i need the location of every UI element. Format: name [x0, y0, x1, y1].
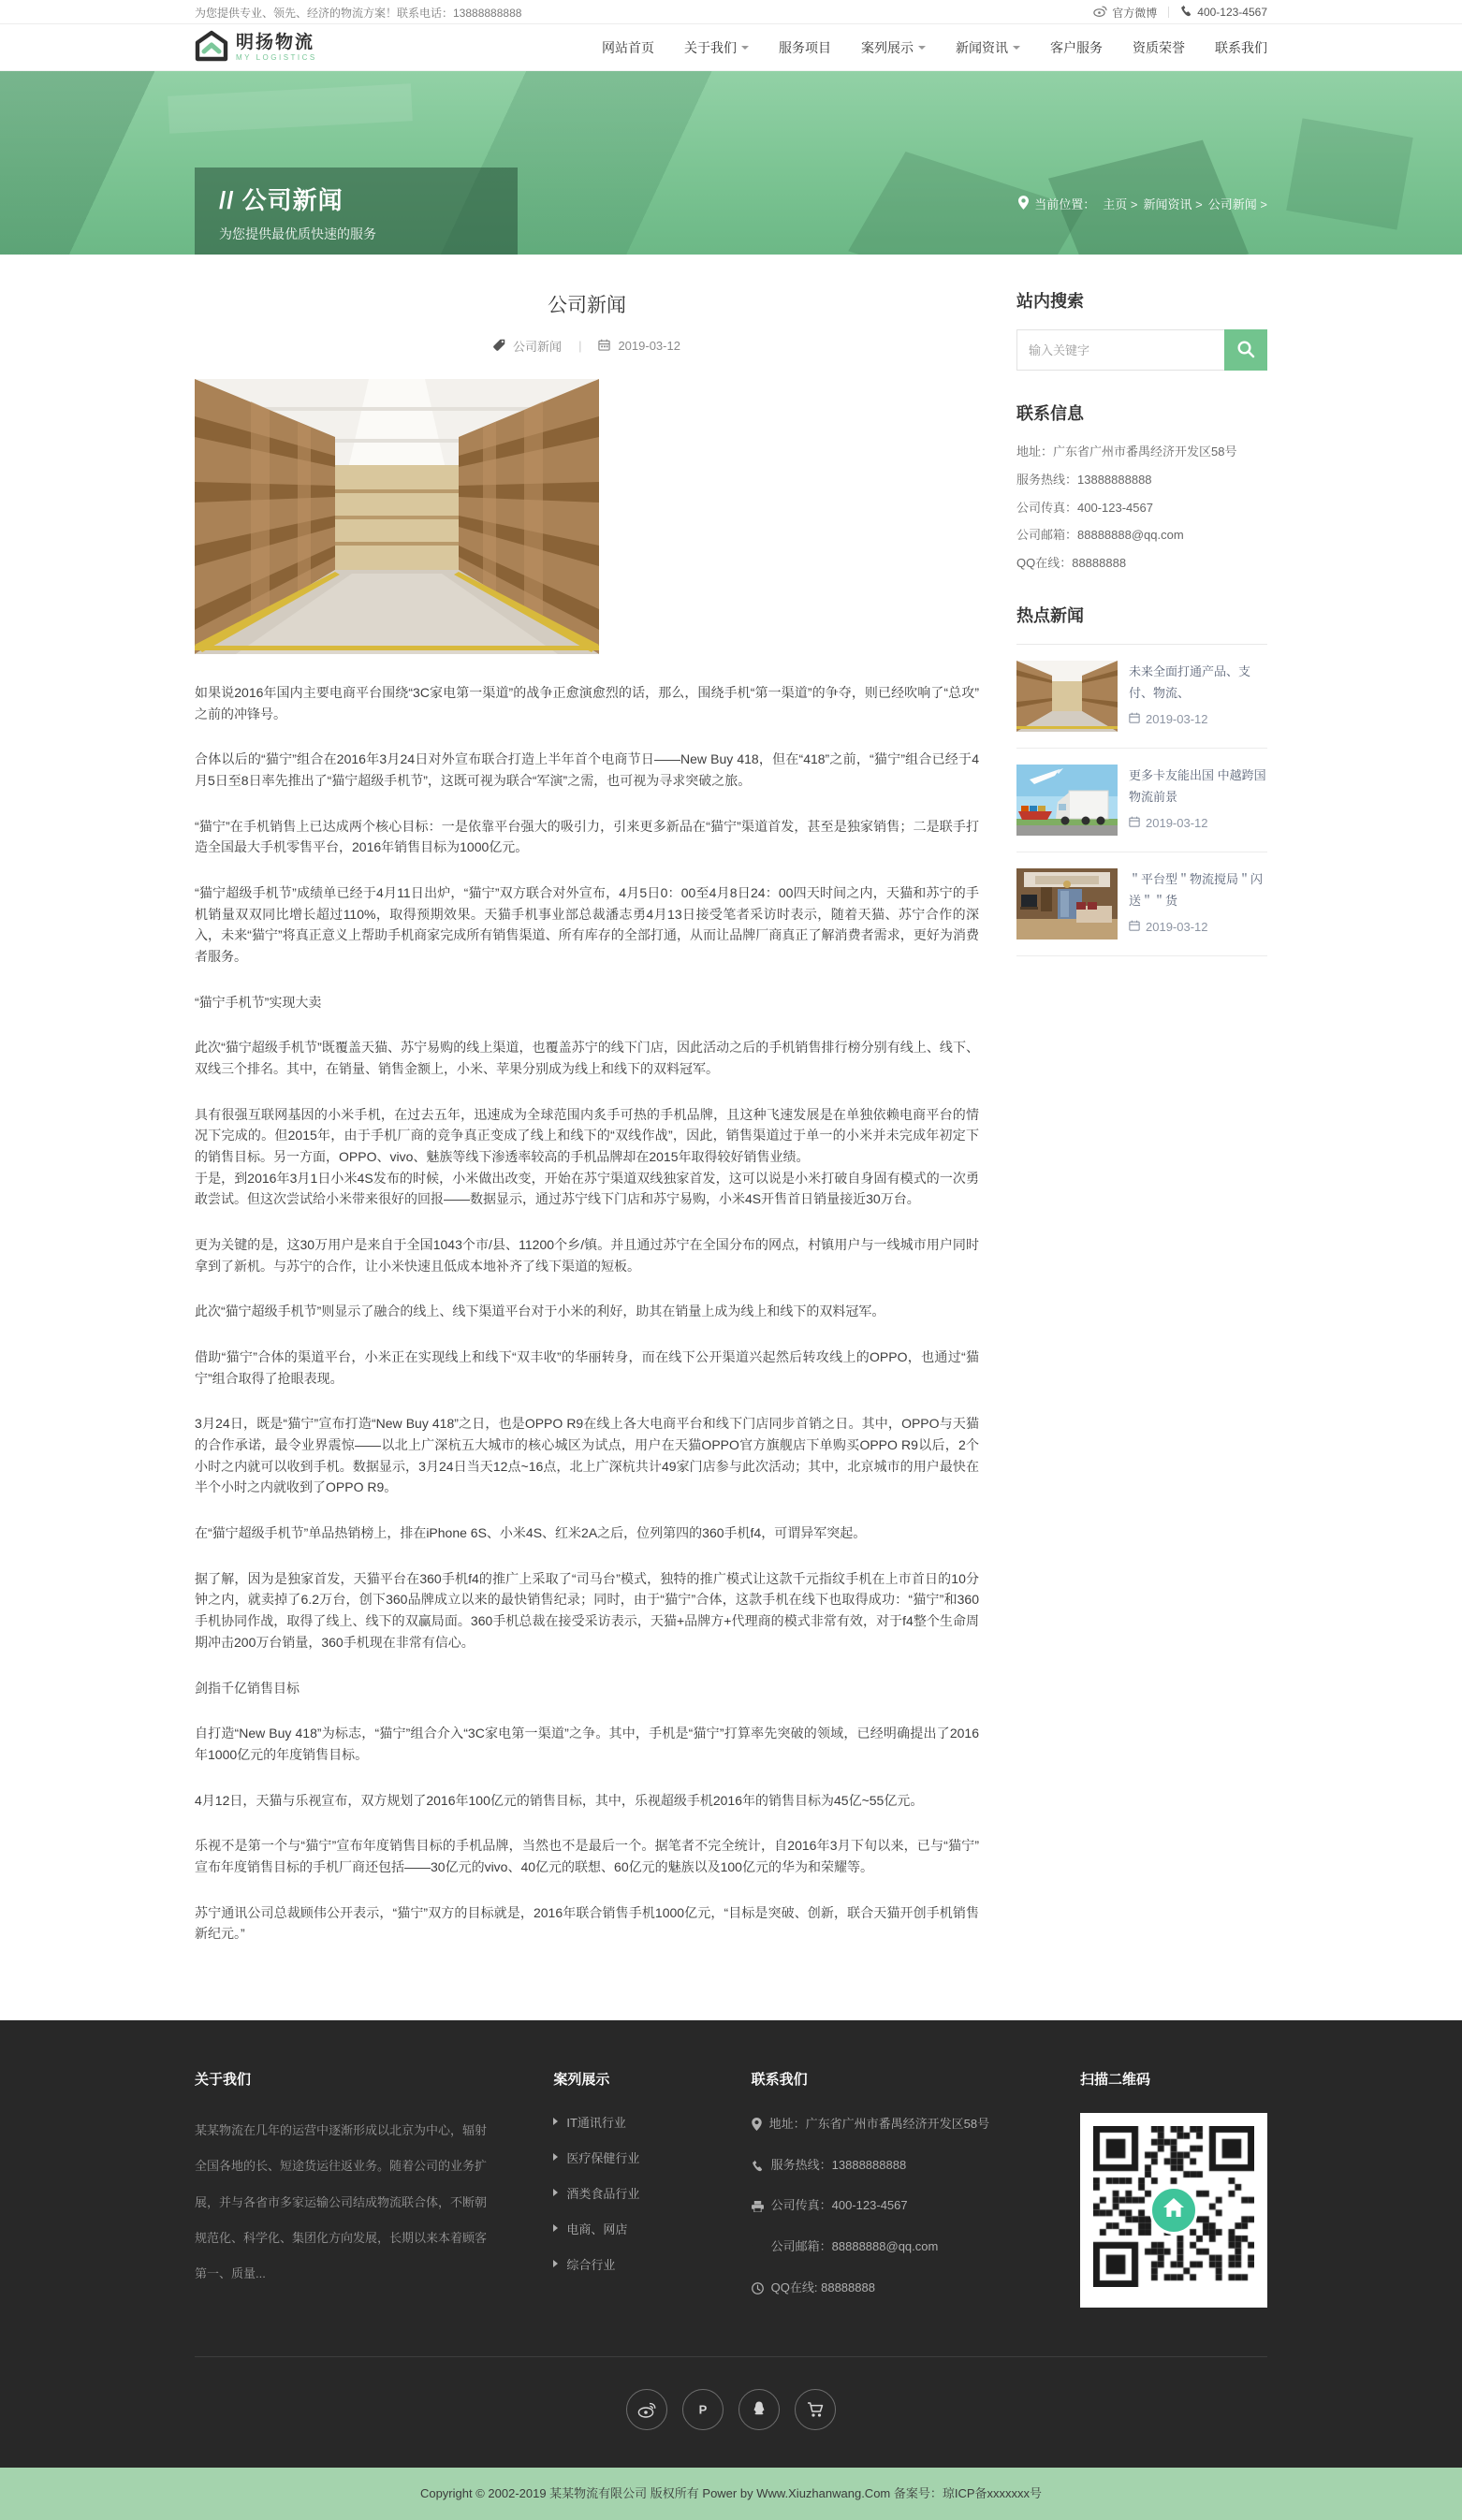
- copyright-text: Copyright © 2002-2019 某某物流有限公司 版权所有 Power by Www.Xiuzhanwang.Com 备案号：琼ICP备xxxxxxx号: [419, 2486, 1043, 2501]
- nav-item-customer-service[interactable]: 客户服务: [1050, 40, 1103, 55]
- article-paragraph: 合体以后的“猫宁”组合在2016年3月24日对外宣布联合打造上半年首个电商节日——New Buy 418，但在“418”之前，“猫宁”组合已经于4月5日至8日率先推出了“猫宁超级手机节”，这既可视为联合“军演”之需，也可视为寻求突破之旅。: [195, 751, 979, 789]
- hot-news-title: 热点新闻: [1016, 605, 1084, 625]
- hot-news-link[interactable]: 更多卡友能出国 中越跨国物流前景: [1129, 767, 1266, 804]
- hot-news-thumbnail-warehouse: [1016, 661, 1118, 732]
- arrow-right-icon: [553, 2260, 562, 2267]
- sidebar-contact-info: [1016, 401, 1267, 575]
- footer-cases-title: 案列展示: [553, 2071, 610, 2088]
- footer-qr-title: 扫描二维码: [1079, 2071, 1150, 2088]
- chevron-down-icon: [1013, 46, 1020, 53]
- topbar: [0, 0, 1462, 24]
- site-logo[interactable]: [195, 30, 317, 66]
- list-item[interactable]: [1016, 852, 1267, 956]
- article-paragraph: 具有很强互联网基因的小米手机，在过去五年，迅速成为全球范围内炙手可热的手机品牌，且这种飞速发展是在单独依赖电商平台的情况下完成的。但2015年，由于手机厂商的竞争真正变成了线上和线下的“双线作战”，因此，销售渠道过于单一的小米并未完成年初定下的销售目标。另一方面，OPPO、vivo、魅族等线下渗透率较高的手机品牌却在2015年取得较好销售业绩。: [195, 1106, 979, 1165]
- article-subheading: “猫宁手机节”实现大卖: [195, 994, 322, 1010]
- qr-code: [1080, 2113, 1267, 2308]
- banner-light-streak: [168, 83, 413, 134]
- hot-news-link[interactable]: ＂平台型＂物流搅局＂闪送＂＂货: [1129, 871, 1264, 908]
- contact-fax: 公司传真：400-123-4567: [1016, 500, 1153, 515]
- article-paragraph: 如果说2016年国内主要电商平台围绕“3C家电第一渠道”的战争正愈演愈烈的话，那么，围绕手机“第一渠道”的争夺，则已经吹响了“总攻”之前的冲锋号。: [195, 685, 979, 721]
- footer-case-link-medical[interactable]: 医疗保健行业: [553, 2149, 694, 2166]
- search-title: 站内搜索: [1016, 292, 1084, 311]
- hot-news-thumbnail-transport: [1016, 765, 1118, 836]
- contact-hotline: 服务热线：13888888888: [1016, 472, 1152, 487]
- hot-news-link[interactable]: 未来全面打通产品、支付、物流、: [1129, 663, 1251, 700]
- article-image-warehouse: [195, 379, 979, 654]
- footer-contact-title: 联系我们: [751, 2071, 808, 2088]
- divider: [1168, 7, 1169, 18]
- footer-qq: QQ在线: 88888888: [770, 2280, 875, 2294]
- weibo-label: 官方微博: [1112, 6, 1158, 20]
- phone-icon: [752, 2157, 764, 2180]
- search-input[interactable]: [1016, 329, 1224, 371]
- sidebar: [1016, 283, 1267, 956]
- breadcrumb-home[interactable]: 主页 >: [1103, 195, 1137, 212]
- contact-info-title: 联系信息: [1016, 404, 1084, 423]
- footer-address: 地址：广东省广州市番禺经济开发区58号: [768, 2116, 990, 2131]
- article-paragraph: 据了解，因为是独家首发，天猫平台在360手机f4的推广上采取了“司马台”模式，独特的推广模式让这款千元指纹手机在上市首日的10分钟之内，就卖掉了6.2万台，创下360品牌成立以来的最快销售纪录；同时，由于“猫宁”合体，这款手机在线下也取得成功：“猫宁”和360手机协同作战，取得了线上、线下的双赢局面。360手机总裁在接受采访表示，天猫+品牌方+代理商的模式非常有效，对于f4整个生命周期冲击200万台销量，360手机现在非常有信心。: [195, 1570, 979, 1650]
- footer-case-link-wine-food[interactable]: 酒类食品行业: [553, 2184, 694, 2202]
- email-icon: [752, 2238, 764, 2262]
- logo-title: 明扬物流: [236, 33, 315, 52]
- hot-news-date: 2019-03-12: [1146, 920, 1208, 935]
- banner-title: // 公司新闻: [219, 186, 344, 214]
- article-paragraph: 此次“猫宁超级手机节”既覆盖天猫、苏宁易购的线上渠道，也覆盖苏宁的线下门店，因此活动之后的手机销售排行榜分别有线上、线下、双线三个排名。其中，在销量、销售金额上，小米、苹果分别成为线上和线下的双料冠军。: [195, 1040, 979, 1077]
- footer-fax: 公司传真：400-123-4567: [770, 2198, 908, 2213]
- article-category[interactable]: 公司新闻: [513, 340, 563, 354]
- breadcrumb-news[interactable]: 新闻资讯 >: [1144, 195, 1203, 212]
- weibo-link[interactable]: [1093, 5, 1157, 21]
- article-paragraph: 乐视不是第一个与“猫宁”宣布年度销售目标的手机品牌，当然也不是最后一个。据笔者不完全统计，自2016年3月下旬以来，已与“猫宁”宣布年度销售目标的手机厂商还包括——30亿元的vivo、40亿元的联想、60亿元的魅族以及100亿元的华为和荣耀等。: [195, 1838, 979, 1874]
- article-subheading: 剑指千亿销售目标: [195, 1680, 300, 1696]
- arrow-right-icon: [553, 2153, 562, 2161]
- article-paragraph: 于是，到2016年3月1日小米4S发布的时候，小米做出改变，开始在苏宁渠道双线独家首发，这可以说是小米打破自身固有模式的一次勇敢尝试。但这次尝试给小米带来很好的回报——数据显示，通过苏宁线下门店和苏宁易购，小米4S开售首日销量接近30万台。: [195, 1170, 979, 1207]
- page-title: 公司新闻: [548, 295, 626, 316]
- breadcrumb: [1018, 195, 1267, 212]
- social-links: [195, 2389, 1267, 2430]
- fax-icon: [752, 2197, 764, 2221]
- article-paragraph: 3月24日，既是“猫宁”宣布打造“New Buy 418”之日，也是OPPO R9在线上各大电商平台和线下门店同步首销之日。其中，OPPO与天猫的合作承诺，最令业界震惊——以北上广深杭五大城市的核心城区为试点，用户在天猫OPPO官方旗舰店下单购买OPPO R9以后，2个小时之内就可以收到手机。数据显示，3月24日当天12点~16点，北上广深杭共计49家门店参与此次活动；其中，北京城市的用户最快在半个小时之内就收到了OPPO R9。: [195, 1416, 979, 1495]
- weibo-icon[interactable]: [626, 2389, 667, 2430]
- footer-case-link-ecommerce[interactable]: 电商、网店: [553, 2220, 694, 2237]
- topbar-phone-number: 400-123-4567: [1197, 6, 1267, 19]
- hot-news-date: 2019-03-12: [1146, 712, 1208, 727]
- p-icon[interactable]: [682, 2389, 724, 2430]
- nav-item-about[interactable]: 关于我们: [684, 38, 749, 57]
- hot-news-date: 2019-03-12: [1146, 816, 1208, 831]
- banner-caption: [195, 168, 518, 255]
- svg-text:P: P: [698, 2402, 708, 2417]
- divider: [195, 2356, 1267, 2357]
- chevron-down-icon: [741, 46, 749, 53]
- article: [195, 283, 979, 1969]
- phone-icon: [1180, 5, 1192, 20]
- nav-item-honors[interactable]: 资质荣誉: [1133, 40, 1185, 55]
- contact-address: 地址：广东省广州市番禺经济开发区58号: [1016, 444, 1237, 459]
- topbar-slogan: 为您提供专业、领先、经济的物流方案！联系电话：13888888888: [195, 6, 522, 20]
- banner-subtitle: 为您提供最优质快速的服务: [219, 226, 376, 241]
- footer-about-title: 关于我们: [195, 2071, 252, 2088]
- calendar-icon: [1129, 816, 1140, 830]
- article-paragraph: 此次“猫宁超级手机节”则显示了融合的线上、线下渠道平台对于小米的利好，助其在销量上成为线上和线下的双料冠军。: [195, 1304, 885, 1319]
- footer-email: 公司邮箱：88888888@qq.com: [770, 2238, 939, 2253]
- weibo-icon: [1093, 6, 1107, 20]
- article-paragraph: 4月12日，天猫与乐视宣布，双方规划了2016年100亿元的销售目标，其中，乐视超级手机2016年的销售目标为45亿~55亿元。: [195, 1792, 924, 1808]
- list-item[interactable]: [1016, 645, 1267, 749]
- search-icon: [1236, 340, 1255, 361]
- nav-item-home[interactable]: 网站首页: [602, 40, 654, 55]
- chevron-down-icon: [918, 46, 926, 53]
- page-banner: [0, 71, 1462, 255]
- nav-item-cases[interactable]: 案列展示: [861, 38, 926, 57]
- location-icon: [1018, 196, 1029, 212]
- qq-icon: [752, 2280, 764, 2303]
- article-paragraph: 在“猫宁超级手机节”单品热销榜上，排在iPhone 6S、小米4S、红米2A之后，位列第四的360手机f4，可谓异军突起。: [195, 1525, 867, 1541]
- breadcrumb-company-news[interactable]: 公司新闻 >: [1208, 195, 1267, 212]
- nav-item-services[interactable]: 服务项目: [779, 40, 831, 55]
- breadcrumb-label: 当前位置：: [1034, 197, 1096, 211]
- article-paragraph: 苏宁通讯公司总裁顾伟公开表示，“猫宁”双方的目标就是，2016年联合销售手机1000亿元，“目标是突破、创新，联合天猫开创手机销售新纪元。”: [195, 1904, 979, 1942]
- nav-item-contact[interactable]: 联系我们: [1215, 40, 1267, 55]
- article-paragraph: 借助“猫宁”合体的渠道平台，小米正在实现线上和线下“双丰收”的华丽转身，而在线下公开渠道兴起然后转攻线上的OPPO，也通过“猫宁”组合取得了抢眼表现。: [195, 1349, 979, 1386]
- contact-qq: QQ在线：88888888: [1016, 556, 1127, 570]
- calendar-icon: [598, 339, 610, 354]
- footer-hotline: 服务热线：13888888888: [770, 2157, 907, 2172]
- article-paragraph: “猫宁超级手机节”成绩单已经于4月11日出炉，“猫宁”双方联合对外宣布，4月5日0：00至4月8日24：00四天时间之内，天猫和苏宁的手机销量双双同比增长超过110%，取得预期效果。天猫手机事业部总裁潘志勇4月13日接受笔者采访时表示，随着天猫、苏宁合作的深入，未来“猫宁”将真正意义上帮助手机商家完成所有销售渠道、所有库存的全部打通，从而让品牌厂商真正了解消费者需求，更好为消费者服务。: [195, 885, 979, 965]
- logo-subtitle: MY LOGISTICS: [236, 53, 317, 62]
- calendar-icon: [1129, 920, 1140, 934]
- footer-about-text: 某某物流在几年的运营中逐渐形成以北京为中心，辐射全国各地的长、短途货运往返业务。随着公司的业务扩展，并与各省市多家运输公司结成物流联合体，不断朝规范化、科学化、集团化方向发展，长期以来本着顾客第一、质量...: [195, 2122, 488, 2281]
- article-paragraph: “猫宁”在手机销售上已达成两个核心目标：一是依靠平台强大的吸引力，引来更多新品在“猫宁”渠道首发，甚至是独家销售；二是联手打造全国最大手机零售平台，2016年销售目标为1000亿元。: [195, 818, 979, 855]
- house-icon: [1162, 2197, 1185, 2222]
- logo-house-icon: [195, 30, 228, 66]
- site-header: [0, 24, 1462, 71]
- arrow-right-icon: [553, 2224, 562, 2232]
- article-paragraph: 自打造“New Buy 418”为标志，“猫宁”组合介入“3C家电第一渠道”之争。其中，手机是“猫宁”打算率先突破的领域，已经明确提出了2016年1000亿元的年度销售目标。: [195, 1726, 979, 1762]
- arrow-right-icon: [553, 2189, 562, 2196]
- divider: [569, 339, 591, 353]
- topbar-phone: [1180, 5, 1267, 20]
- hot-news-thumbnail-interior: [1016, 868, 1118, 940]
- banner-box-shape: [1286, 118, 1413, 229]
- article-paragraph: 更为关键的是，这30万用户是来自于全国1043个市/县、11200个乡/镇。并且通过苏宁在全国分布的网点，村镇用户与一线城市用户同时拿到了新机。与苏宁的合作，让小米快速且低成本地补齐了线下渠道的短板。: [195, 1237, 979, 1274]
- main-nav: [602, 38, 1267, 57]
- copyright-bar: [0, 2468, 1462, 2520]
- list-item[interactable]: [1016, 749, 1267, 852]
- calendar-icon: [1129, 712, 1140, 726]
- tag-icon: [493, 339, 505, 354]
- qr-center-logo: [1149, 2186, 1198, 2235]
- cart-icon[interactable]: [795, 2389, 836, 2430]
- nav-item-news[interactable]: 新闻资讯: [956, 38, 1020, 57]
- arrow-right-icon: [553, 2118, 562, 2125]
- article-date: 2019-03-12: [618, 339, 680, 353]
- search-button[interactable]: [1224, 329, 1267, 371]
- contact-email: 公司邮箱：88888888@qq.com: [1016, 528, 1184, 543]
- site-footer: [0, 2020, 1462, 2468]
- location-icon: [752, 2116, 762, 2139]
- qq-icon[interactable]: [738, 2389, 780, 2430]
- footer-case-link-it[interactable]: IT通讯行业: [553, 2113, 694, 2131]
- article-meta: [195, 337, 979, 355]
- footer-case-link-general[interactable]: 综合行业: [553, 2255, 694, 2273]
